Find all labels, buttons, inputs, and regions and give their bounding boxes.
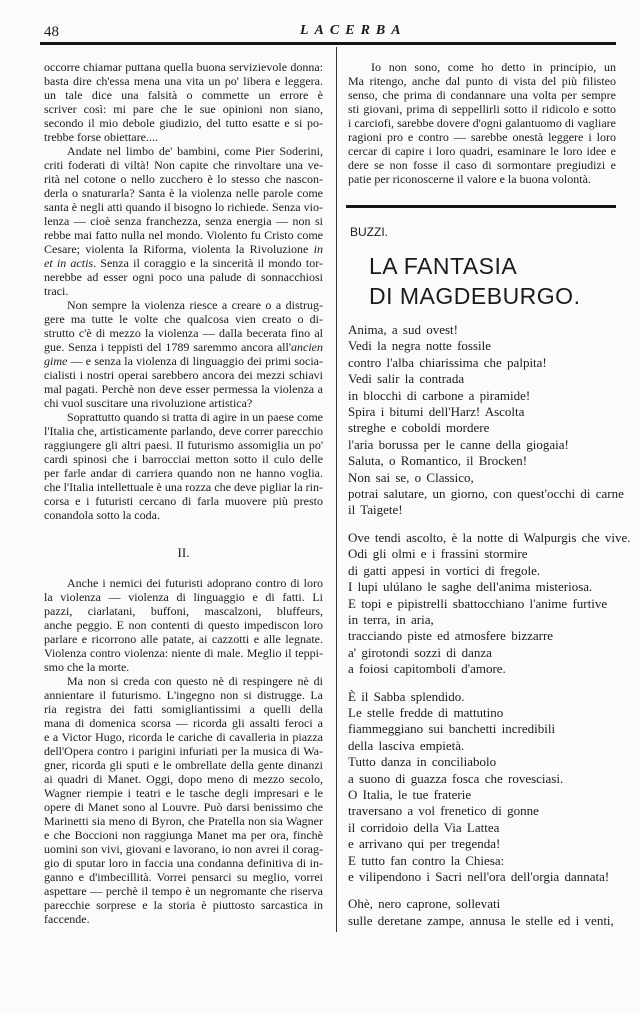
text-line: criti foderati di viltà! Non capite che rinvoltare una ve-: [44, 158, 323, 172]
text-segment: . Senza il coraggio e la sincerità il mondo tor-: [93, 256, 323, 270]
poem-stanza: [348, 896, 623, 929]
poem-line: Vedi la negra notte fossile: [348, 338, 492, 354]
text-line: cialisti i nostri operai sarebbero ancora dei mezzi schiavi: [44, 368, 323, 382]
text-line: smo che la morte.: [44, 660, 130, 674]
italic-text: ancien: [291, 340, 323, 354]
text-line: senso, che prima di condannare una volta per sempre: [348, 88, 616, 102]
poem-title-line: LA FANTASIA: [369, 253, 518, 279]
poem-line: Tutto danza in conciliabolo: [348, 754, 497, 770]
text-line: uomini son vivi, giovani e lavorano, io non avrei il corag-: [44, 842, 323, 856]
text-line: sti giovani, prima di seppellirli sotto il ridicolo e sotto: [348, 102, 616, 116]
right-column-prose: [348, 60, 616, 186]
poem-line: Odi gli olmi e i frassini stormire: [348, 546, 528, 562]
poem-line: Le stelle fredde di mattutino: [348, 704, 504, 720]
poem-line: Spira i bitumi dell'Harz! Ascolta: [348, 404, 525, 420]
poem-stanza: [348, 689, 623, 886]
text-line: Marinetti sia meno di Byron, che Pratella non sia Wagner: [44, 814, 323, 828]
text-line: mal pagati. Perchè non deve esser permessa la violenza a: [44, 382, 323, 396]
italic-text: gime: [44, 354, 68, 368]
poem-body: [348, 322, 631, 940]
text-line: chi vuol suscitare una rivoluzione artistica?: [44, 396, 253, 410]
text-line: la violenza — violenza di linguaggio e di fatti. Li: [44, 590, 323, 604]
text-line: [44, 340, 323, 354]
poem-title: [369, 251, 580, 311]
text-line: parecchie sorprese e la storia è piuttosto sarcastica in: [44, 898, 323, 912]
text-line: patie per riconoscerne il valore e la buona volontà.: [348, 172, 591, 186]
text-line: raggiungere gli altri paesi. Il futurismo assomiglia un po': [44, 438, 323, 452]
poem-line: contro l'alba chiarissima che palpita!: [348, 354, 547, 370]
text-line: i carciofi, sarebbe dovere d'ogni galantuomo di vagliare: [348, 116, 616, 130]
poem-line: E tutto fan contro la Chiesa:: [348, 852, 505, 868]
text-line: rebbe mai fatto nulla nel mondo. Violento fu Cristo come: [44, 228, 323, 242]
text-line: un tale dice una falsità o commette un errore è: [44, 88, 323, 102]
text-line: l'Italia che, artisticamente parlando, deve correr parecchio: [44, 424, 323, 438]
poem-title-line: DI MAGDEBURGO.: [369, 283, 581, 309]
text-line: dell'Opera contro i parigini infuriati per la musica di Wa-: [44, 744, 323, 758]
text-line: e che Boccioni non raggiunga Manet ma per ora, finchè: [44, 828, 323, 842]
article-separator-rule: [346, 205, 616, 208]
text-line: gio di sputar loro in faccia una condanna definitiva di in-: [44, 856, 323, 870]
text-line: ragioni pro e contro — sarebbe onestà leggere i loro: [348, 130, 616, 144]
text-line: che l'Italia intellettuale è una rozza che deve pigliar la rin-: [44, 480, 323, 494]
text-line: lenza — cioè senza franchezza, senza energia — non si: [44, 214, 323, 228]
masthead: LACERBA: [300, 23, 407, 38]
text-line: faccende.: [44, 912, 90, 926]
text-line: gner, ricorda gli sputi e le ombrellate della gente dinanzi: [44, 758, 323, 772]
text-line: per farle andar di carriera quando non ne hanno voglia.: [44, 466, 323, 480]
section-number: II.: [177, 545, 190, 560]
italic-text: in: [313, 242, 323, 256]
text-line: opere di Manet sono al Louvre. Può darsi benissimo che: [44, 800, 323, 814]
poem-author: BUZZI.: [350, 225, 388, 239]
italic-text: et in actis: [44, 256, 94, 270]
poem-line: E topi e pipistrelli sbattocchiano l'anime furtive: [348, 595, 608, 611]
poem-line: È il Sabba splendido.: [348, 688, 465, 704]
text-segment: gue. Senza i teppisti del 1789 saremmo ancora all': [44, 340, 291, 354]
text-line: mana di domenica scorsa — ricorda gli assalti feroci a: [44, 716, 323, 730]
poem-line: e vilipendono i Sacri nell'ora dell'orgia dannata!: [348, 869, 610, 884]
poem-line: di gatti appesi in vortici di fregole.: [348, 562, 541, 578]
poem-line: in blocchi di carbone a piramide!: [348, 387, 531, 403]
poem-line: I lupi ulúlano le saghe dell'anima misteriosa.: [348, 579, 593, 595]
text-line: [44, 256, 323, 270]
poem-line: Vedi salir la contrada: [348, 371, 465, 387]
text-line: derla o snaturarla? Santa è la violenza nelle parole come: [44, 186, 323, 200]
text-line: Andate nel limbo de' bambini, come Pier Soderini,: [67, 144, 323, 158]
text-line: pazzi, ciarlatani, buffoni, mascalzoni, bluffeurs,: [44, 604, 323, 618]
poem-line: Ohè, nero caprone, sollevati: [348, 896, 501, 912]
text-line: annientare il futurismo. L'ingegno non si distrugge. La: [44, 688, 323, 702]
poem-line: streghe e coboldi mordere: [348, 420, 490, 436]
poem-line: e arrivano qui per tregenda!: [348, 836, 501, 852]
left-column-top: [44, 60, 323, 522]
poem-stanza: [348, 529, 631, 678]
text-line: cardi spinosi che i barrocciai metton sotto il culo delle: [44, 452, 323, 466]
text-line: [44, 242, 323, 256]
text-line: Anche i nemici dei futuristi adoprano contro di loro: [67, 576, 323, 590]
poem-line: in terra, in aria,: [348, 611, 434, 627]
poem-line: il Taigete!: [348, 502, 403, 518]
text-line: trebbe forse obiettare....: [44, 130, 158, 144]
text-line: Wagner riempie i teatri e le tasche degli impresari e le: [44, 786, 323, 800]
poem-line: della lasciva empietà.: [348, 737, 465, 753]
text-line: traci.: [44, 284, 69, 298]
text-segment: — e senza la violenza di linguaggio dei primi socia-: [67, 354, 323, 368]
text-line: secondo il mio debole giudizio, del tutto esatte e si po-: [44, 116, 323, 130]
text-line: Violenza contro violenza: niente di male. Meglio il teppi-: [44, 646, 323, 660]
text-line: aspettare — perchè il tempo è un negromante che riserva: [44, 884, 323, 898]
poem-line: Saluta, o Romantico, il Brocken!: [348, 453, 528, 469]
poem-line: potrai salutare, un giorno, con quest'occhi di carne: [348, 486, 624, 502]
text-line: [44, 354, 323, 368]
text-line: rità nel cotone o nello zucchero è lo stesso che nascon-: [44, 172, 323, 186]
text-line: anche peggio. E non contenti di questo impediscon loro: [44, 618, 323, 632]
poem-stanza: [348, 322, 623, 519]
poem-line: O Italia, le tue fraterie: [348, 786, 472, 802]
text-line: scriver così: mi pare che le sue opinioni non siano,: [44, 102, 323, 116]
text-line: gere ma tutte le volte che qualcosa vien creato o di-: [44, 312, 323, 326]
poem-line: Ove tendi ascolto, è la notte di Walpurgis che vive.: [348, 529, 631, 545]
text-line: occorre chiamar puttana quella buona servizievole donna:: [44, 60, 323, 74]
text-line: parlare e ricorrono alle patate, ai cazzotti e alle legnate.: [44, 632, 323, 646]
text-line: strutto c'è di mezzo la violenza — dalla becerata fino al: [44, 326, 323, 340]
text-line: santa è negli atti quando il bisogno lo richiede. Senza vio-: [44, 200, 323, 214]
poem-line: a foiosi capitomboli d'amore.: [348, 661, 506, 677]
poem-line: l'aria borussa per le canne della giogaia!: [348, 436, 569, 452]
page-number: 48: [44, 24, 59, 40]
text-line: cercar di capire i loro quadri, esaminare le loro idee e: [348, 144, 616, 158]
text-line: Ma non si creda con questo nè di respingere nè di: [67, 674, 323, 688]
poem-line: fiammeggiano sui banchetti incredibili: [348, 721, 556, 737]
poem-line: Non sai se, o Classico,: [348, 469, 474, 485]
text-line: Io non sono, come ho detto in principio, un: [371, 60, 616, 74]
column-divider: [336, 47, 337, 932]
text-line: e a Victor Hugo, ricorda le cariche di cavalleria in piazza: [44, 730, 323, 744]
poem-line: a suono di guazza fosca che rovesciasi.: [348, 770, 564, 786]
text-line: Soprattutto quando si tratta di agire in un paese come: [67, 410, 323, 424]
text-line: nerebbe ad esser ogni poco una palude di sonnacchiosi: [44, 270, 323, 284]
text-line: Non sempre la violenza riesce a creare o a distrug-: [67, 298, 323, 312]
text-line: ganno e d'imbecillità. Vorrei pensarci su meglio, vorrei: [44, 870, 323, 884]
text-line: conandola sotto la coda.: [44, 508, 160, 522]
text-line: corsa e i futuristi cercano di farla muovere più presto: [44, 494, 323, 508]
text-line: dere se non fosse il caso di sormontare pregiudizi e: [348, 158, 616, 172]
text-line: basta dire ch'essa mena una vita un po' libera e leggera.: [44, 74, 323, 88]
poem-line: il corridoio della Via Lattea: [348, 819, 500, 835]
poem-line: Anima, a sud ovest!: [348, 322, 458, 337]
text-line: ria registra dei fatti somigliantissimi a quelli della: [44, 702, 323, 716]
text-line: ai quadri di Manet. Oggi, dopo meno di mezzo secolo,: [44, 772, 323, 786]
left-column-bottom: [44, 576, 323, 926]
poem-line: traversano a vol frenetico di gonne: [348, 803, 539, 819]
poem-line: tracciando piste ed atmosfere bizzarre: [348, 628, 554, 644]
poem-line: sulle deretane zampe, annusa le stelle ed i venti,: [348, 912, 614, 928]
poem-line: a' girotondi sozzi di danza: [348, 644, 492, 660]
header-rule: [40, 42, 616, 45]
text-segment: Cesare; violenta la Riforma, violenta la Rivoluzione: [44, 242, 314, 256]
text-line: Ma ritengo, anche dal punto di vista del più filisteo: [348, 74, 616, 88]
